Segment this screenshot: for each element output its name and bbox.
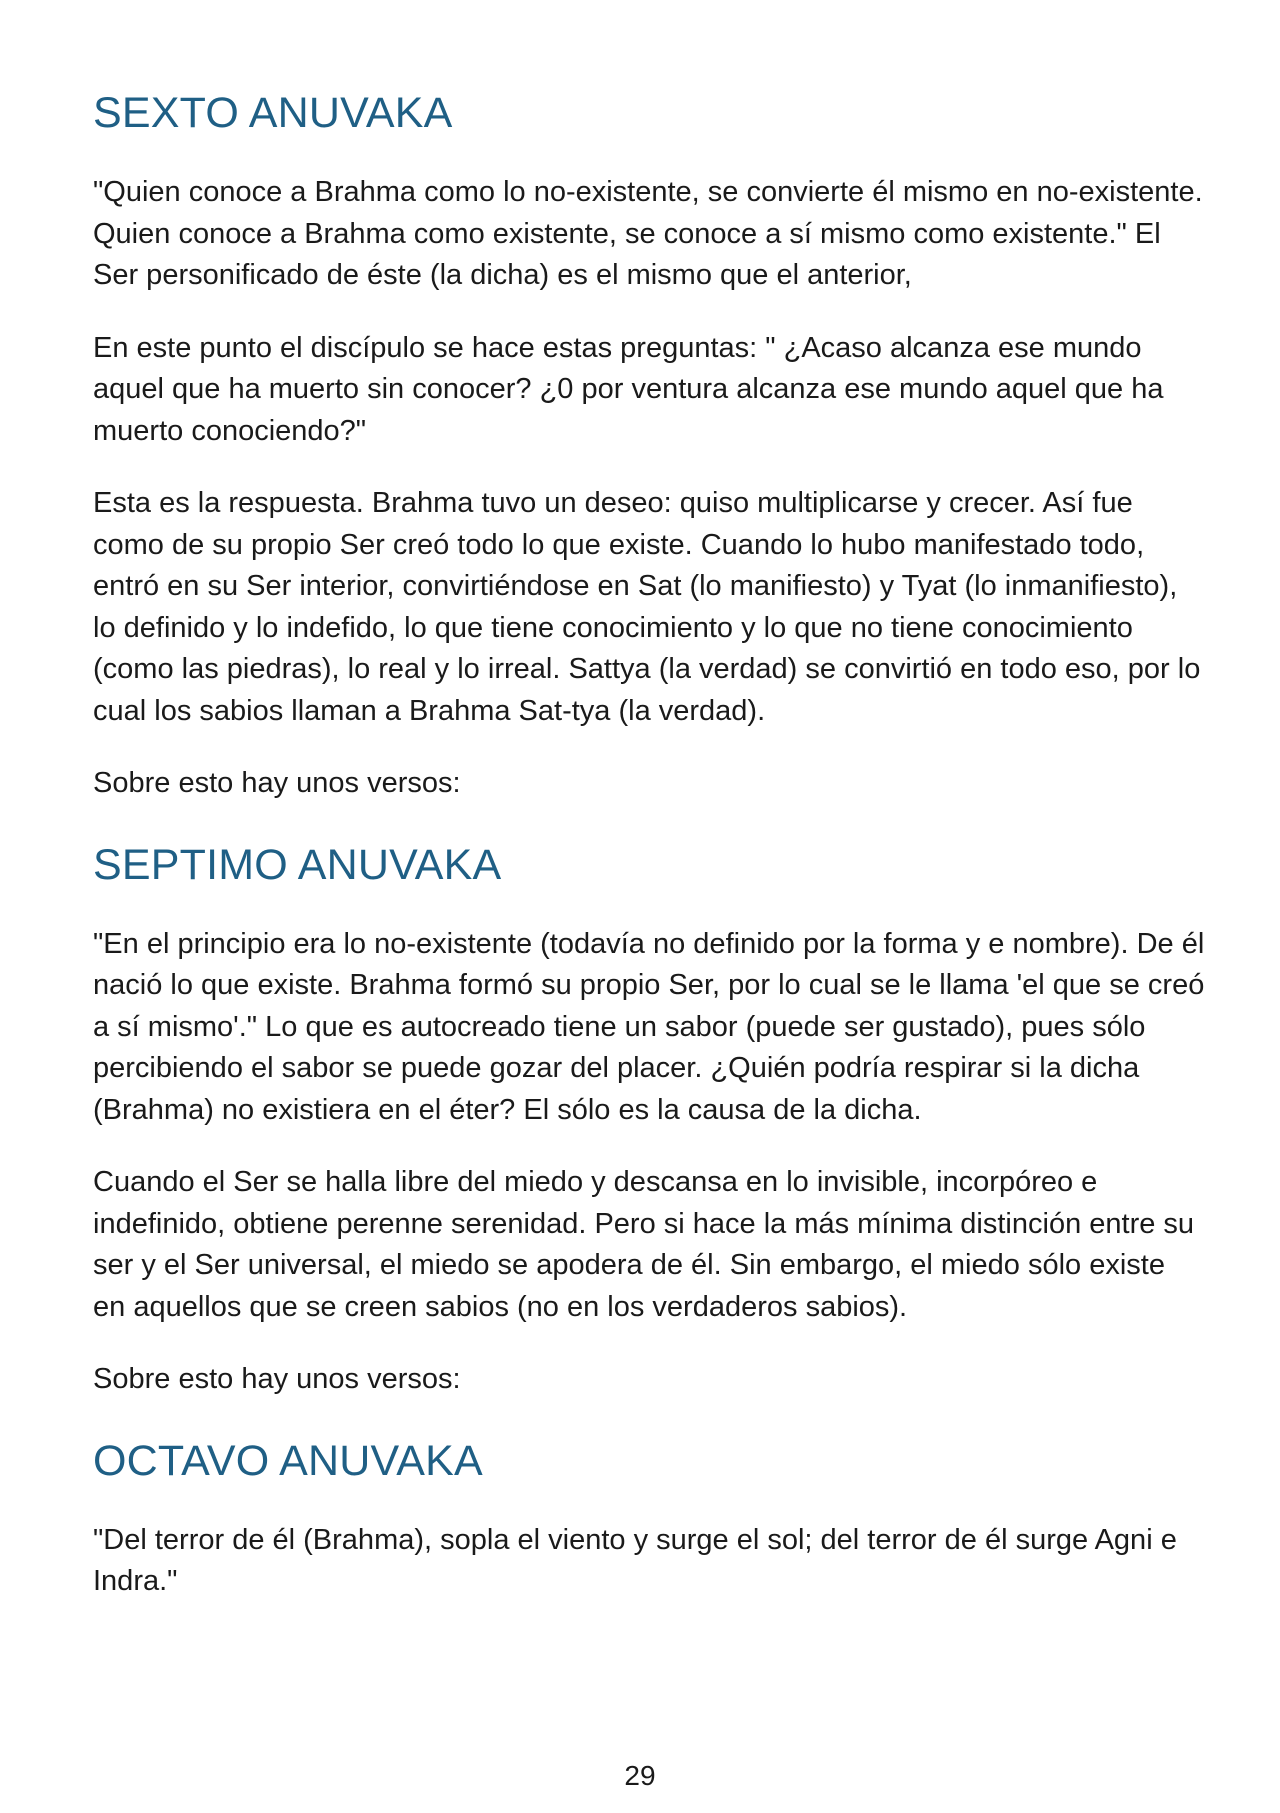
paragraph: Sobre esto hay unos versos:: [93, 1363, 461, 1395]
page-content: [93, 84, 1205, 1634]
paragraph: En este punto el discípulo se hace estas preguntas: " ¿Acaso alcanza ese mundo aquel que ha muerto sin conocer? ¿0 por ventura alcanza ese mundo aquel que ha muerto conociendo?": [93, 331, 1164, 447]
section-octavo-anuvaka: [93, 1432, 1205, 1603]
section-heading: SEPTIMO ANUVAKA: [93, 840, 502, 889]
paragraph: "En el principio era lo no-existente (todavía no definido por la forma y e nombre). De él nació lo que existe. Brahma formó su propio Ser, por lo cual se le llama 'el que se creó a sí mismo'." Lo que es autocreado tiene un sabor (puede ser gustado), pues sólo percibiendo el sabor se puede gozar del placer. ¿Quién podría respirar si la dicha (Brahma) no existiera en el éter? El sólo es la causa de la dicha.: [93, 927, 1205, 1126]
paragraph: Esta es la respuesta. Brahma tuvo un deseo: quiso multiplicarse y crecer. Así fue como de su propio Ser creó todo lo que existe. Cuando lo hubo manifestado todo, entró en su Ser interior, convirtiéndose en Sat (lo manifiesto) y Tyat (lo inmanifiesto), lo definido y lo indefido, lo que tiene conocimiento y lo que no tiene conocimiento (como las piedras), lo real y lo irreal. Sattya (la verdad) se convirtió en todo eso, por lo cual los sabios llaman a Brahma Sat-tya (la verdad).: [93, 487, 1201, 727]
section-sexto-anuvaka: [93, 84, 1205, 805]
paragraph: Sobre esto hay unos versos:: [93, 767, 461, 799]
section-heading: OCTAVO ANUVAKA: [93, 1436, 483, 1485]
paragraph: Cuando el Ser se halla libre del miedo y descansa en lo invisible, incorpóreo e indefinido, obtiene perenne serenidad. Pero si hace la más mínima distinción entre su ser y el Ser universal, el miedo se apodera de él. Sin embargo, el miedo sólo existe en aquellos que se creen sabios (no en los verdaderos sabios).: [93, 1166, 1195, 1323]
paragraph: "Quien conoce a Brahma como lo no-existente, se convierte él mismo en no-existente. Quien conoce a Brahma como existente, se conoce a sí mismo como existente." El Ser personificado de éste (la dicha) es el mismo que el anterior,: [93, 176, 1203, 291]
page-number: 29: [624, 1760, 656, 1791]
section-heading: SEXTO ANUVAKA: [93, 89, 453, 137]
paragraph: "Del terror de él (Brahma), sopla el viento y surge el sol; del terror de él surge Agni e Indra.": [93, 1523, 1177, 1597]
section-septimo-anuvaka: [93, 836, 1205, 1401]
